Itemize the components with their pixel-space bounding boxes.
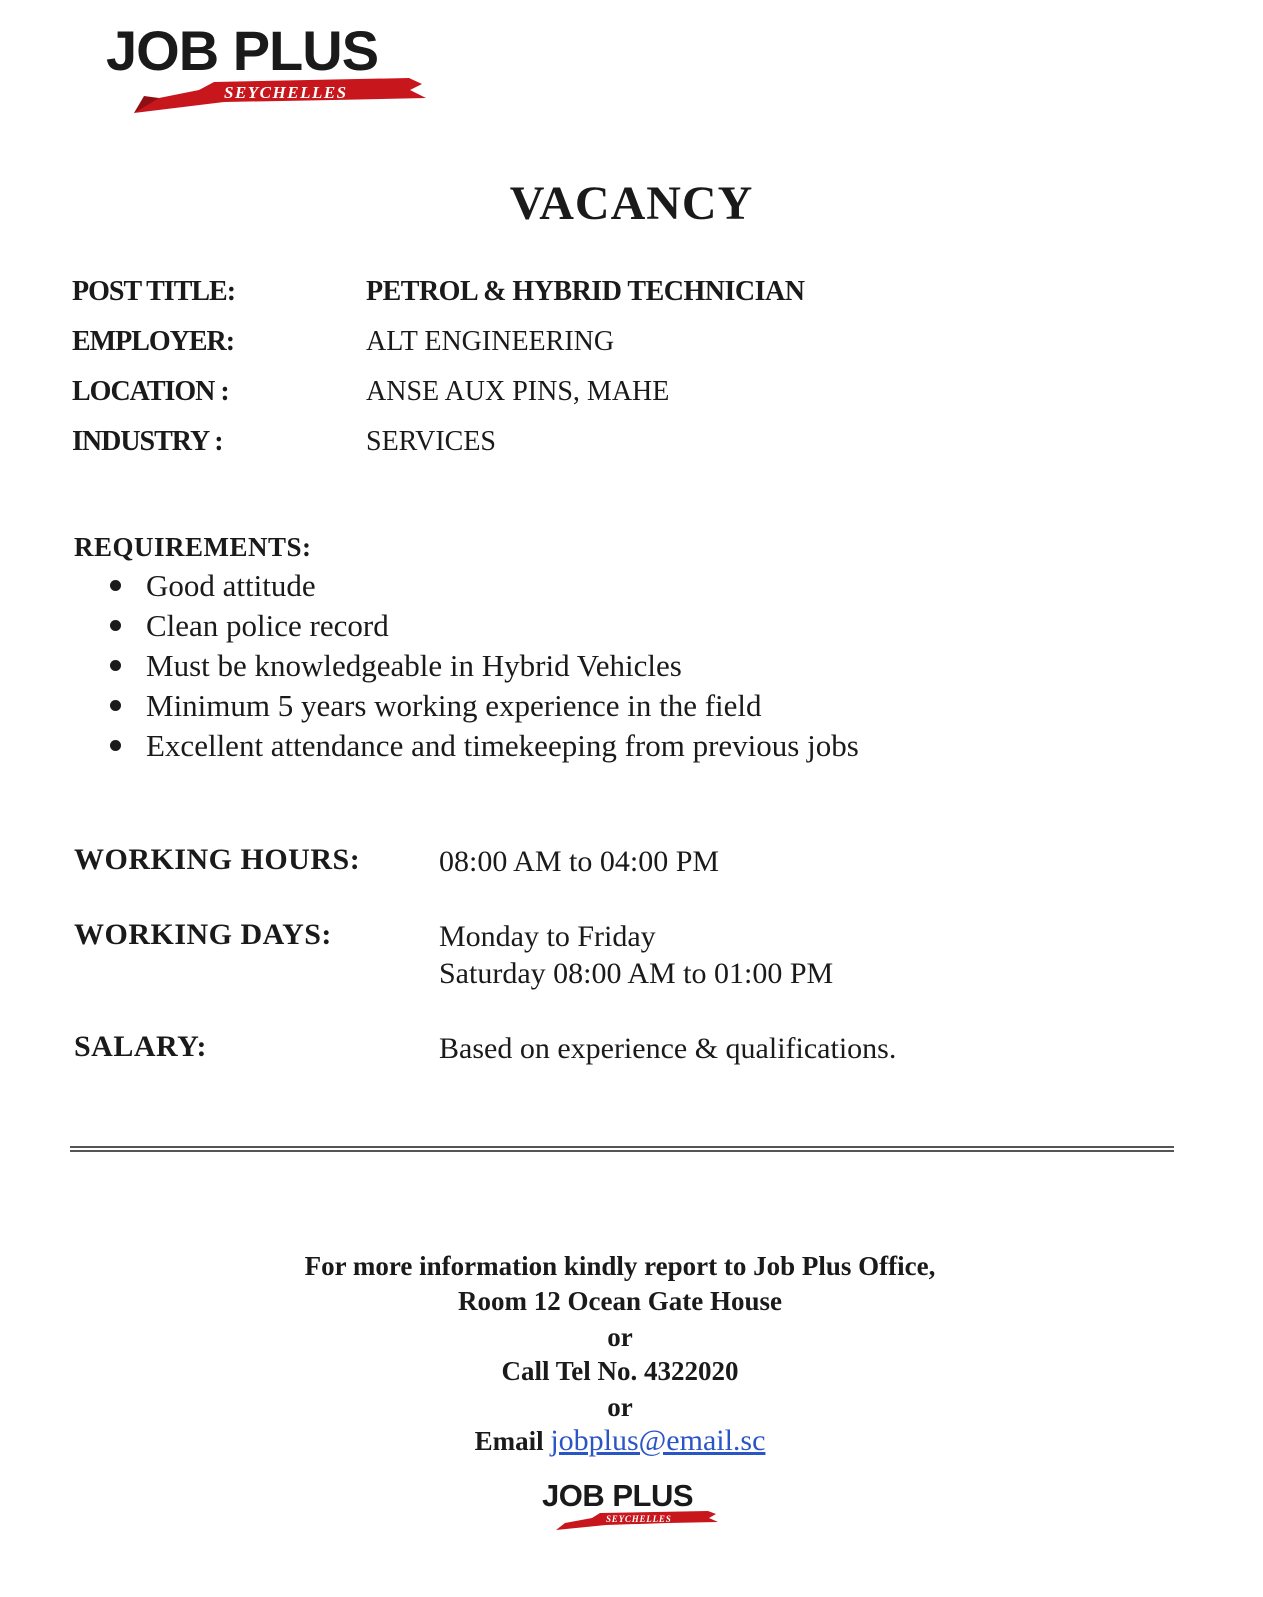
footer-info-line: For more information kindly report to Job Plus Office, bbox=[304, 1251, 936, 1281]
employer-label: EMPLOYER: bbox=[72, 326, 235, 357]
working-days-weekdays: Monday to Friday bbox=[439, 920, 656, 953]
requirement-text: Clean police record bbox=[146, 608, 389, 643]
footer-address-line: Room 12 Ocean Gate House bbox=[458, 1286, 782, 1316]
industry-value: SERVICES bbox=[366, 426, 497, 457]
footer-logo-wordmark: JOB PLUS bbox=[542, 1478, 694, 1513]
footer-phone-line: Call Tel No. 4322020 bbox=[501, 1356, 739, 1386]
working-days-label: WORKING DAYS: bbox=[74, 918, 332, 951]
section-divider bbox=[70, 1146, 1174, 1152]
job-plus-logo bbox=[104, 18, 434, 118]
bullet-icon bbox=[110, 580, 121, 591]
footer-or-2: or bbox=[607, 1392, 633, 1422]
email-link[interactable]: jobplus@email.sc bbox=[550, 1424, 766, 1457]
location-value: ANSE AUX PINS, MAHE bbox=[366, 376, 670, 407]
requirement-text: Good attitude bbox=[146, 568, 316, 603]
location-label: LOCATION : bbox=[72, 376, 229, 407]
post-title-value: PETROL & HYBRID TECHNICIAN bbox=[366, 276, 805, 307]
working-days-saturday: Saturday 08:00 AM to 01:00 PM bbox=[439, 957, 834, 990]
bullet-icon bbox=[110, 700, 121, 711]
footer-email-line bbox=[0, 1424, 1240, 1458]
logo-ribbon-text: SEYCHELLES bbox=[224, 83, 348, 102]
requirement-text: Excellent attendance and timekeeping from previous jobs bbox=[146, 728, 859, 763]
logo-wordmark: JOB PLUS bbox=[106, 19, 379, 82]
footer-or-1: or bbox=[607, 1322, 633, 1352]
bullet-icon bbox=[110, 660, 121, 671]
working-hours-label: WORKING HOURS: bbox=[74, 843, 361, 876]
bullet-icon bbox=[110, 620, 121, 631]
footer-logo-ribbon-text: SEYCHELLES bbox=[606, 1514, 672, 1524]
post-title-label: POST TITLE: bbox=[72, 276, 236, 307]
job-plus-logo-footer bbox=[540, 1478, 722, 1534]
requirement-text: Must be knowledgeable in Hybrid Vehicles bbox=[146, 648, 682, 683]
salary-value: Based on experience & qualifications. bbox=[439, 1032, 897, 1065]
email-label: Email bbox=[474, 1426, 544, 1456]
working-hours-value: 08:00 AM to 04:00 PM bbox=[439, 845, 720, 878]
employer-value: ALT ENGINEERING bbox=[366, 326, 615, 357]
bullet-icon bbox=[110, 740, 121, 751]
requirements-heading: REQUIREMENTS: bbox=[74, 532, 312, 562]
salary-label: SALARY: bbox=[74, 1030, 208, 1063]
page-title: VACANCY bbox=[509, 177, 754, 230]
industry-label: INDUSTRY : bbox=[72, 426, 223, 457]
requirement-text: Minimum 5 years working experience in the field bbox=[146, 688, 762, 723]
